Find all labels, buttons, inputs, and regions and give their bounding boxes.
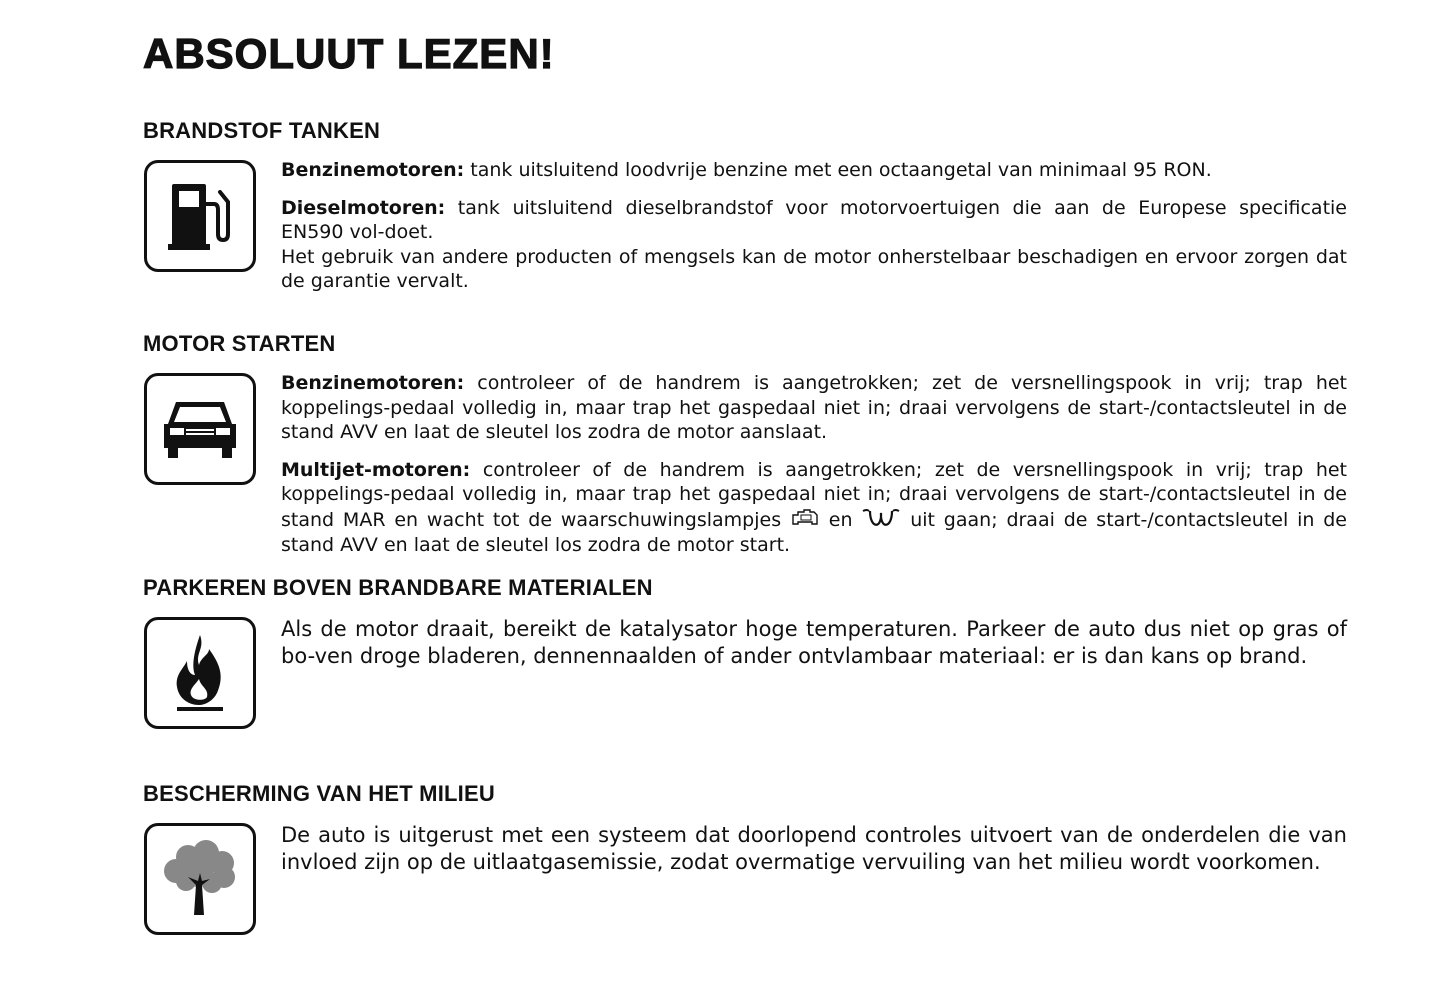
flame-icon-box [144,617,256,729]
fuel-pump-icon [160,176,240,256]
paragraph-lead: Dieselmotoren: [281,196,446,219]
glow-plug-icon [861,507,901,534]
paragraph-text: tank uitsluitend loodvrije benzine met een octaangetal van minimaal 95 RON. [464,159,1212,181]
section-heading-milieu: BESCHERMING VAN HET MILIEU [143,781,495,806]
fuel-pump-icon-box [144,160,256,272]
section-text-milieu: De auto is uitgerust met een systeem dat doorlopend controles uitvoert van de onderdelen die van invloed zijn op de uitlaatgasemissie, zodat overmatige vervuiling van het milieu wordt voorkomen. [281,823,1347,874]
page-title: ABSOLUUT LEZEN! [143,30,555,77]
car-front-icon-box [144,373,256,485]
tree-icon [158,837,242,921]
section-text-motor-starten [281,371,1347,558]
section-heading-brandstof-tanken: BRANDSTOF TANKEN [143,118,381,143]
paragraph-lead: Multijet-motoren: [281,458,471,481]
car-front-icon [158,394,242,464]
paragraph-lead: Benzinemotoren: [281,159,465,181]
section-heading-parkeren: PARKEREN BOVEN BRANDBARE MATERIALEN [143,575,653,600]
tree-icon-box [144,823,256,935]
section-text-parkeren: Als de motor draait, bereikt de katalysator hoge temperaturen. Parkeer de auto dus niet op gras of bo-ven droge bladeren, dennennaalden of ander ontvlambaar materiaal: er is dan kans op brand. [281,617,1347,668]
paragraph [281,196,1347,245]
section-text-brandstof-tanken [281,158,1347,294]
paragraph-text: en [819,508,862,531]
paragraph-text: controleer of de handrem is aangetrokken; zet de versnellingspook in vrij; trap het koppelings-pedaal volledig in, maar trap het gaspedaal niet in; draai vervolgens de start-/contactsleutel in de stand AVV en laat de sleutel los zodra de motor aanslaat. [281,372,1347,443]
paragraph-text: tank uitsluitend dieselbrandstof voor motorvoertuigen die aan de Europese specificatie EN590 vol-doet. [281,196,1347,243]
paragraph [281,371,1347,445]
section-heading-motor-starten: MOTOR STARTEN [143,331,336,356]
paragraph-lead: Benzinemotoren: [281,372,465,394]
paragraph-text: uit gaan; draai de start-/contactsleutel in de stand AVV en laat de sleutel los zodra de motor start. [281,508,1347,556]
paragraph: Het gebruik van andere producten of mengsels kan de motor onherstelbaar beschadigen en ervoor zorgen dat de garantie vervalt. [281,245,1347,292]
paragraph-text: controleer of de handrem is aangetrokken; zet de versnellingspook in vrij; trap het koppelings-pedaal volledig in, maar trap het gaspedaal niet in; draai vervolgens de start-/contactsleutel in de stand MAR en wacht tot de waarschuwingslampjes [281,458,1347,531]
paragraph [281,458,1347,558]
engine-warning-icon [790,507,820,534]
flame-icon [165,631,235,715]
paragraph [281,158,1347,183]
